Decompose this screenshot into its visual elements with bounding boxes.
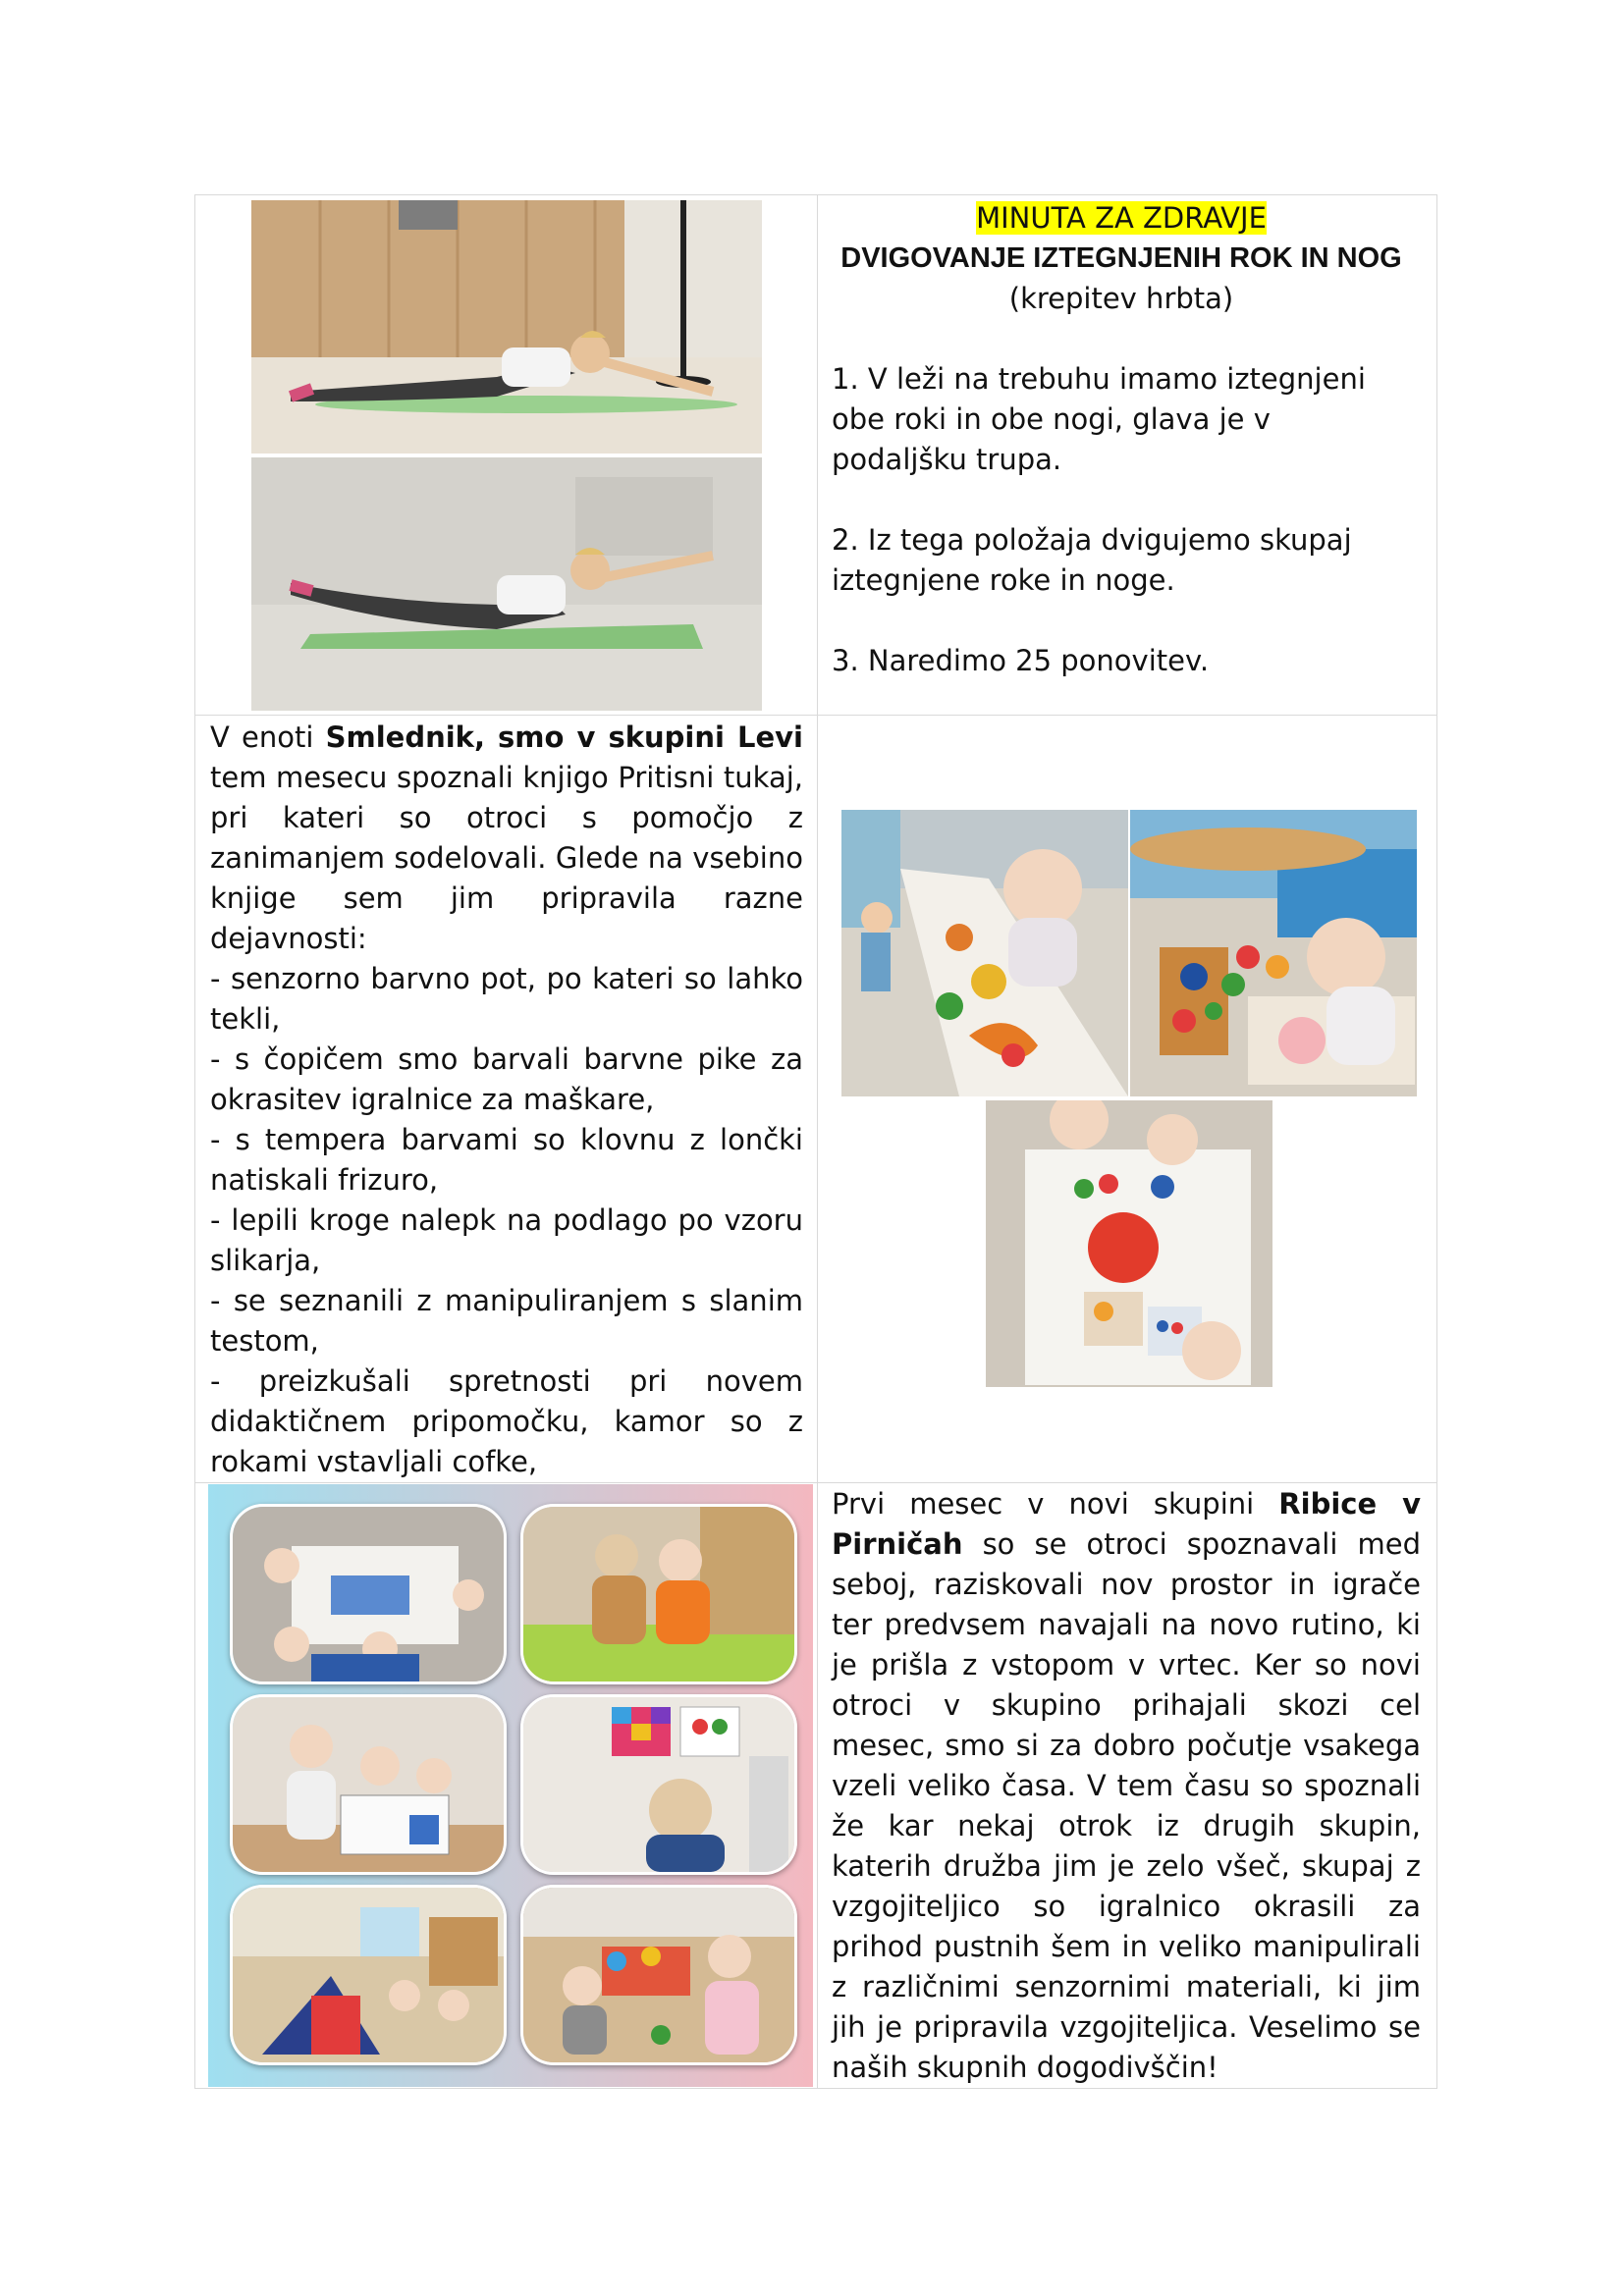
smlednik-group-name: Smlednik, smo v skupini Levi	[325, 721, 803, 754]
collage-photo-1	[230, 1504, 507, 1684]
exercise-text	[832, 198, 1411, 681]
collage-photo-2	[520, 1504, 797, 1684]
exercise-photo-top	[251, 200, 762, 454]
row-divider-1	[194, 715, 1437, 716]
smlednik-intro-post: tem mesecu spoznali knjigo Pritisni tukaj, pri kateri so otroci s pomočjo z zanimanjem sodelovali. Glede na vsebino knjige sem jim pripravila razne dejavnosti:	[210, 761, 803, 955]
smlednik-text	[210, 718, 803, 1563]
exercise-banner: MINUTA ZA ZDRAVJE	[976, 201, 1267, 235]
collage-photo-5	[230, 1885, 507, 2065]
activity-photo-table	[986, 1100, 1272, 1387]
activity-photo-sticker-circles	[1130, 810, 1417, 1096]
list-item: - lepili kroge nalepk na podlago po vzoru slikarja,	[210, 1203, 803, 1277]
list-item: - s tempera barvami so klovnu z lončki natiskali frizuro,	[210, 1123, 803, 1197]
column-divider	[817, 194, 818, 2089]
list-item: - preizkušali spretnosti pri novem didaktičnem pripomočku, kamor so z rokami vstavljali cofke,	[210, 1364, 803, 1478]
ribice-body: so se otroci spoznavali med seboj, raziskovali nov prostor in igrače ter predvsem navajali na novo rutino, ki je prišla z vstopom v vrtec. Ker so novi otroci v skupino prihajali skozi cel mesec, smo si za dobro počutje vsakega vzeli veliko časa. V tem času so spoznali že kar nekaj otrok iz drugih skupin, katerih družba jim je zelo všeč, skupaj z vzgojiteljico so igralnico okrasili za prihod pustnih šem in veliko manipulirali z različnimi senzornimi materiali, ki jim jih je pripravila vzgojiteljica. Veselimo se naših skupnih dogodivščin!	[832, 1527, 1421, 2084]
list-item: - senzorno barvno pot, po kateri so lahko tekli,	[210, 962, 803, 1036]
collage-photo-3	[230, 1694, 507, 1875]
list-item: - se seznanili z manipuliranjem s slanim testom,	[210, 1284, 803, 1358]
exercise-title: DVIGOVANJE IZTEGNJENIH ROK IN NOG	[840, 242, 1402, 274]
exercise-step-3: 3. Naredimo 25 ponovitev.	[832, 644, 1210, 677]
exercise-photo-bottom	[251, 457, 762, 711]
exercise-step-1: 1. V leži na trebuhu imamo iztegnjeni obe roki in obe nogi, glava je v podaljšku trupa.	[832, 362, 1366, 476]
ribice-text	[832, 1484, 1421, 2088]
activity-photo-paint-path	[841, 810, 1128, 1096]
smlednik-intro-pre: V enoti	[210, 721, 326, 754]
exercise-step-2: 2. Iz tega položaja dvigujemo skupaj iztegnjene roke in noge.	[832, 523, 1352, 597]
list-item: - s čopičem smo barvali barvne pike za okrasitev igralnice za maškare,	[210, 1042, 803, 1116]
collage-photo-6	[520, 1885, 797, 2065]
ribice-group-name: Ribice v Pirničah	[832, 1487, 1421, 1561]
collage-photo-4	[520, 1694, 797, 1875]
ribice-intro-pre: Prvi mesec v novi skupini	[832, 1487, 1279, 1521]
exercise-subtitle: (krepitev hrbta)	[1008, 282, 1234, 315]
